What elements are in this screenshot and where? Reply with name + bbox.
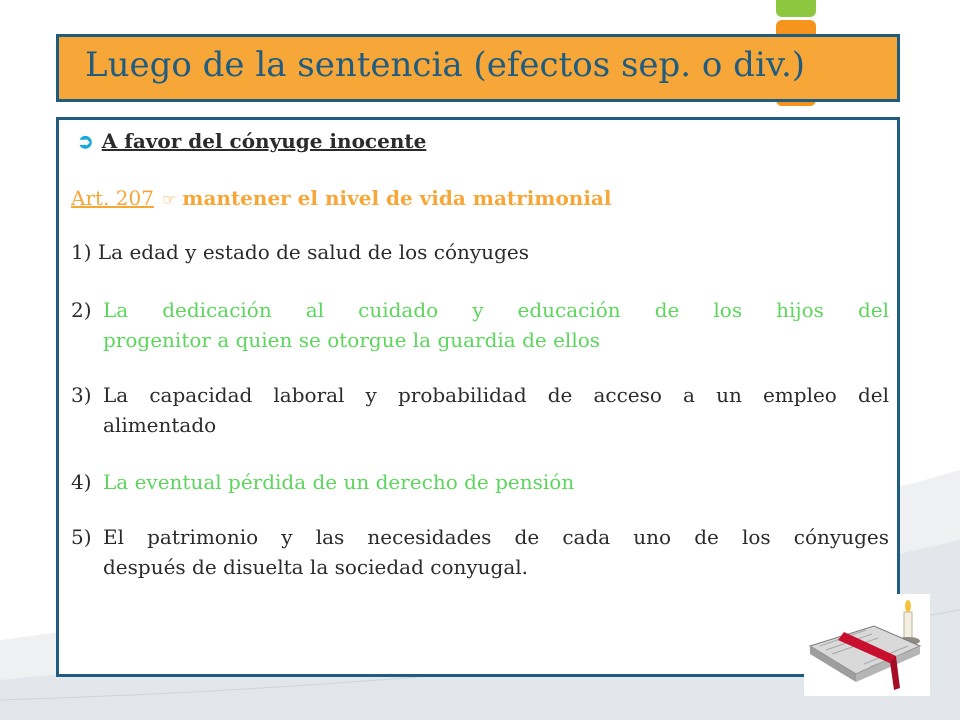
item-5-line-1: El patrimonio y las necesidades de cada uno de los cónyuges bbox=[103, 525, 889, 549]
article-text: mantener el nivel de vida matrimonial bbox=[182, 186, 612, 210]
item-3-number: 3) bbox=[71, 383, 92, 407]
section-heading bbox=[77, 126, 426, 156]
list-item-1: 1) La edad y estado de salud de los cónyuges bbox=[71, 240, 529, 264]
item-2-number: 2) bbox=[71, 298, 92, 322]
item-5-line-2: después de disuelta la sociedad conyugal. bbox=[103, 555, 529, 579]
circle-arrow-right-icon: ➲ bbox=[77, 129, 94, 153]
list-item-2 bbox=[71, 295, 889, 355]
item-3-line-2: alimentado bbox=[103, 413, 217, 437]
item-2-line-1: La dedicación al cuidado y educación de los hijos del bbox=[103, 298, 889, 322]
item-2-line-2: progenitor a quien se otorgue la guardia de ellos bbox=[103, 328, 601, 352]
content-box bbox=[56, 117, 900, 677]
list-item-5 bbox=[71, 522, 889, 582]
item-4-number: 4) bbox=[71, 470, 92, 494]
heading-text: A favor del cónyuge inocente bbox=[101, 129, 427, 153]
book-image bbox=[804, 594, 930, 696]
article-line bbox=[71, 183, 612, 215]
green-tab-decoration bbox=[776, 0, 816, 17]
item-3-line-1: La capacidad laboral y probabilidad de acceso a un empleo del bbox=[103, 383, 889, 407]
list-item-4 bbox=[71, 467, 574, 497]
list-item-3 bbox=[71, 380, 889, 440]
slide-title: Luego de la sentencia (efectos sep. o div.) bbox=[85, 45, 806, 85]
item-4-text: La eventual pérdida de un derecho de pensión bbox=[103, 470, 575, 494]
item-5-number: 5) bbox=[71, 525, 92, 549]
title-banner bbox=[56, 34, 900, 102]
open-book-with-candle-icon bbox=[804, 594, 930, 696]
article-link[interactable]: Art. 207 bbox=[71, 186, 154, 210]
pointing-hand-icon: ☞ bbox=[161, 190, 177, 209]
